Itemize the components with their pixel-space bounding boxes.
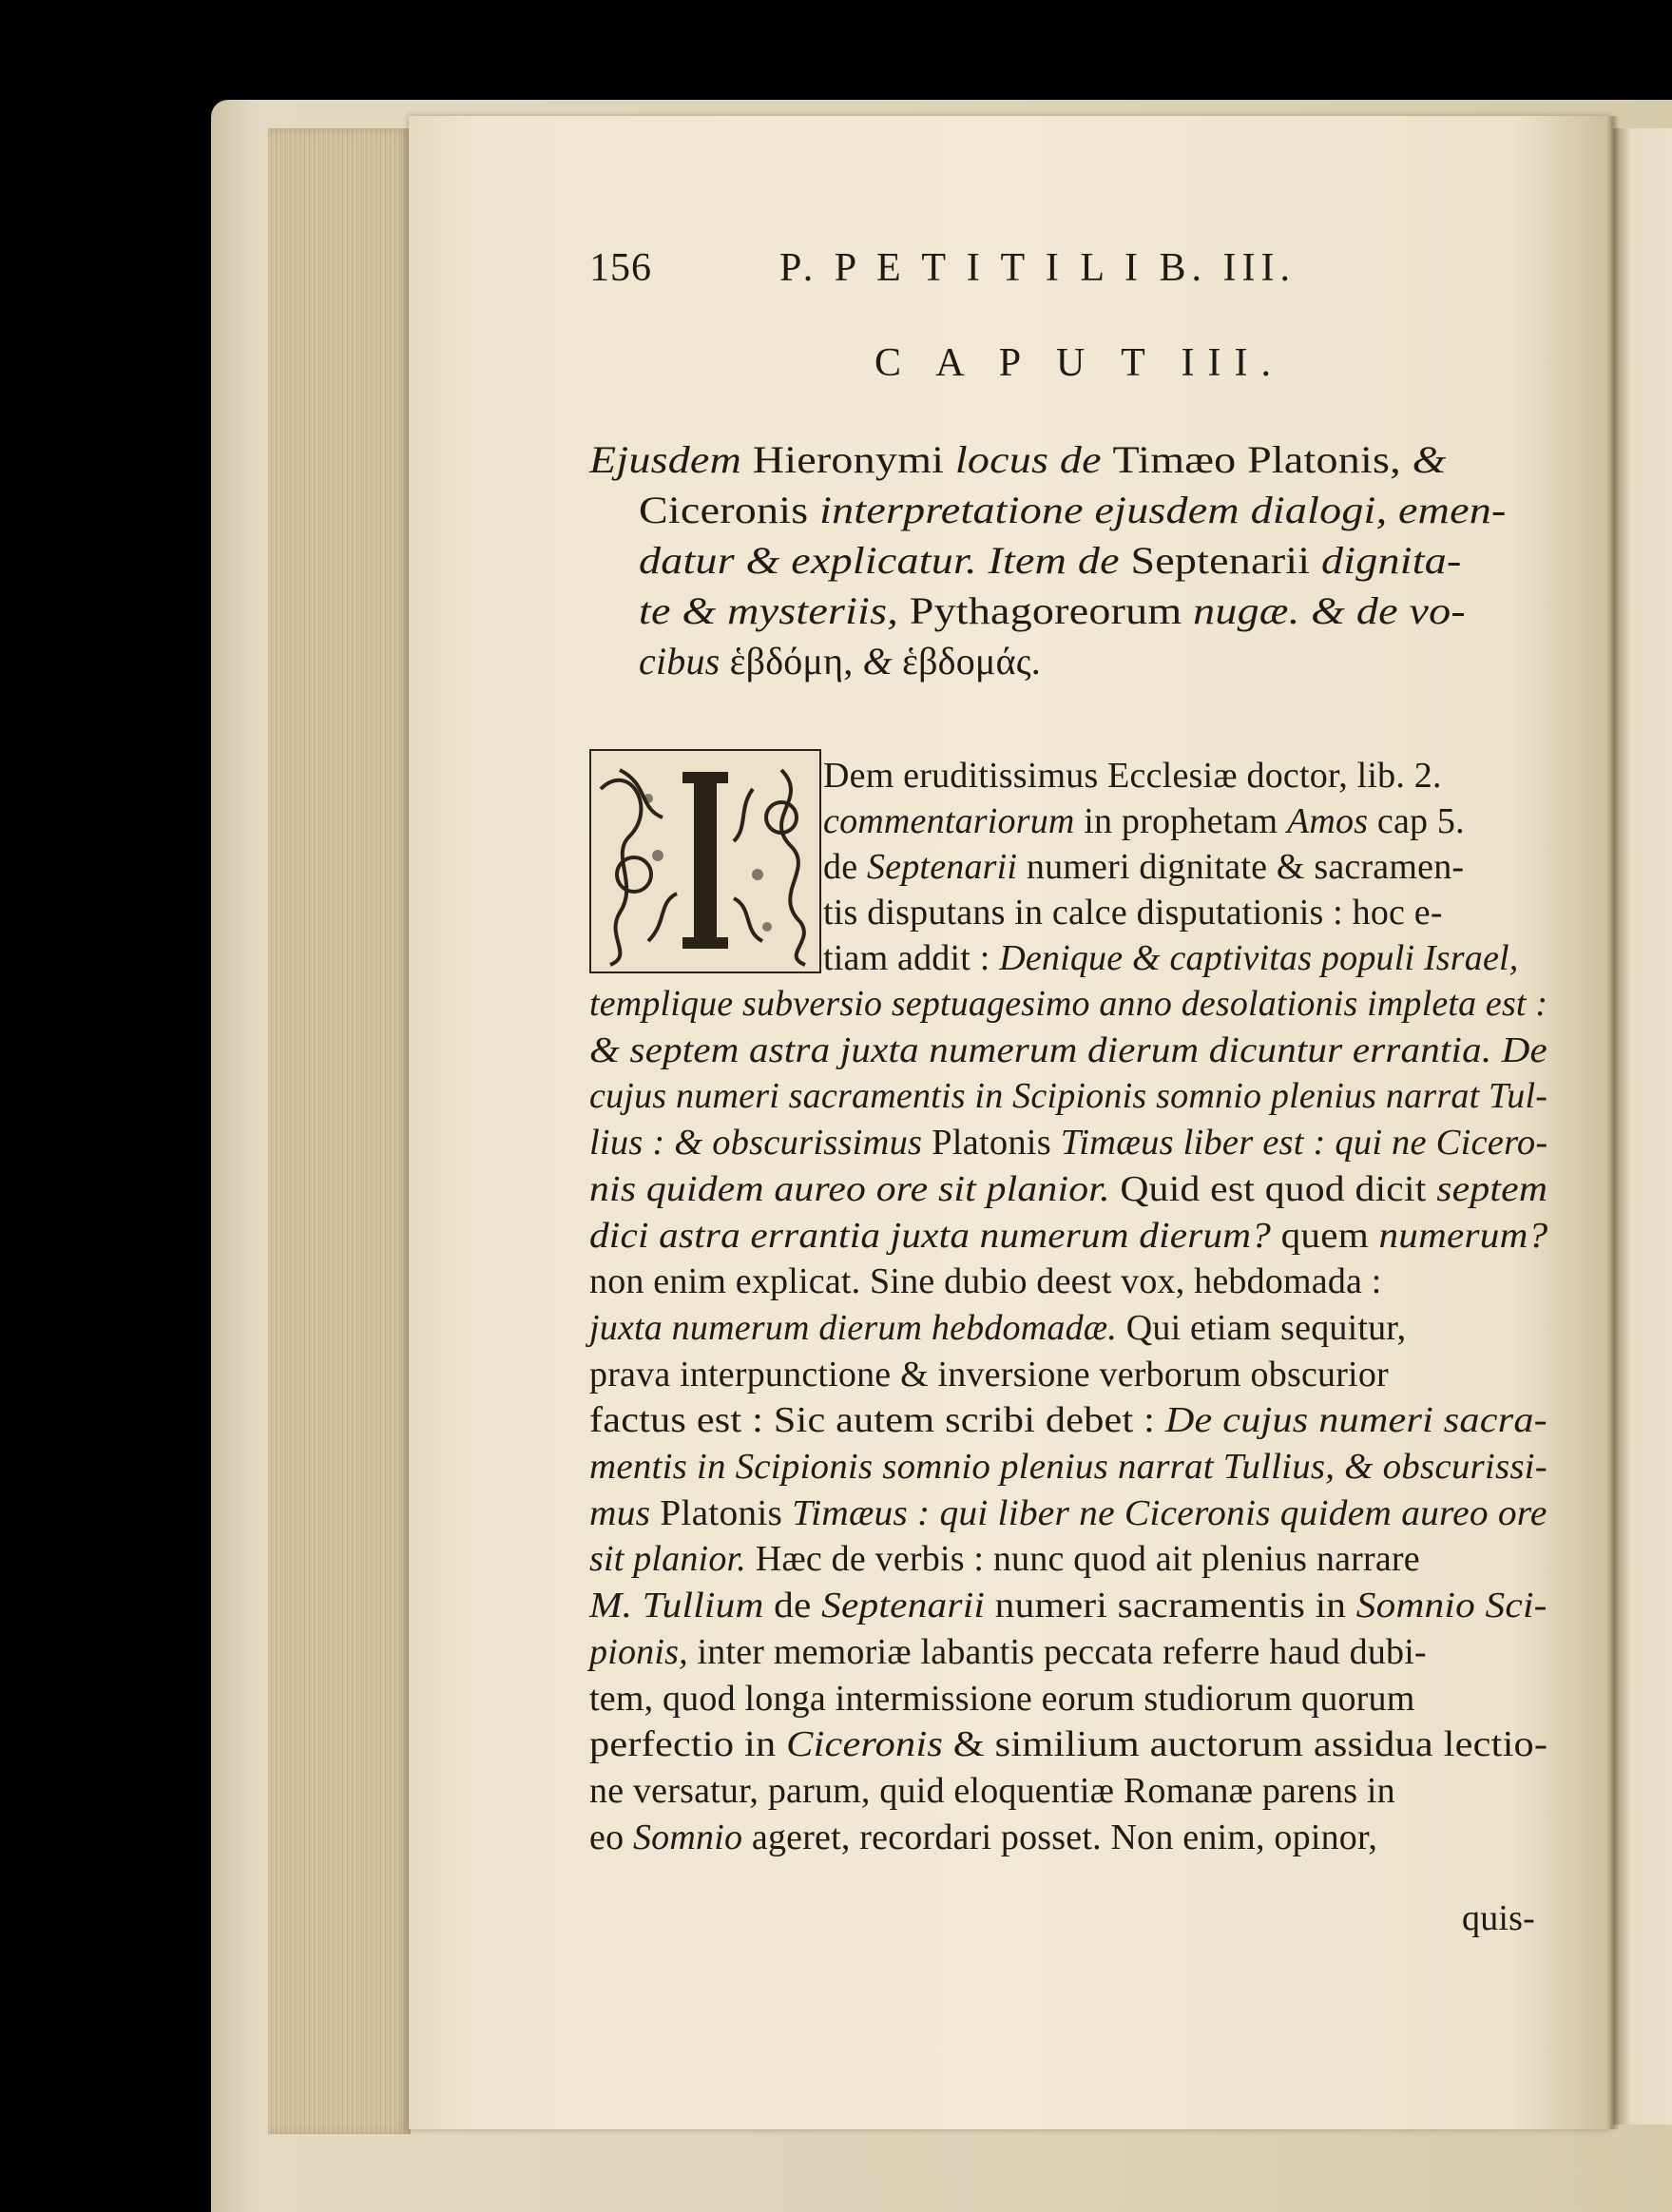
text-line — [823, 753, 1442, 798]
text-segment: Amos — [1286, 801, 1377, 841]
text-segment: in prophetam — [1084, 801, 1287, 841]
text-line — [589, 1722, 1547, 1767]
text-line — [589, 1444, 1547, 1490]
text-line — [589, 1397, 1547, 1443]
text-segment: Septenarii — [866, 847, 1027, 887]
text-segment: De cujus numeri sacra- — [1164, 1400, 1547, 1441]
text-line — [823, 890, 1443, 935]
text-line — [589, 1073, 1547, 1119]
text-segment: templique subversio septuagesimo anno desolationis impleta est : — [589, 984, 1548, 1024]
text-line — [589, 1676, 1414, 1722]
summary-line — [639, 488, 1507, 533]
text-segment: Ejusdem — [589, 438, 753, 481]
gutter-shadow — [1606, 116, 1620, 2129]
text-segment: & similium auctorum assidua lectio- — [952, 1724, 1548, 1765]
text-segment: Ciceronis — [639, 489, 820, 531]
text-segment: de — [774, 1586, 822, 1626]
text-segment: inter memoriæ labantis peccata referre haud dubi- — [697, 1631, 1427, 1672]
text-segment: lius : & obscurissimus — [589, 1123, 932, 1164]
text-line — [589, 1213, 1547, 1259]
text-segment: & — [862, 640, 903, 683]
summary-line — [639, 538, 1462, 584]
text-segment: M. Tullium — [589, 1586, 775, 1626]
text-segment: tem, quod longa intermissione eorum studiorum quorum — [589, 1678, 1415, 1719]
text-segment: nugæ. & de vo- — [1193, 589, 1466, 632]
text-segment: dici astra errantia juxta numerum dierum? — [589, 1215, 1281, 1256]
text-line — [589, 1259, 1382, 1304]
text-segment: cibus — [639, 640, 730, 683]
text-segment: eo — [589, 1817, 633, 1857]
text-segment: Hieronymi — [752, 438, 955, 481]
text-segment: Timæus : qui liber ne Ciceronis quidem aureo ore — [792, 1492, 1547, 1533]
text-segment: nis quidem aureo ore sit planior. — [589, 1168, 1121, 1209]
text-segment: cap 5. — [1376, 801, 1465, 841]
text-line — [589, 1166, 1547, 1212]
text-segment: tis disputans in calce disputationis : hoc e- — [823, 893, 1443, 933]
text-line — [589, 1352, 1389, 1397]
text-segment: mentis in Scipionis somnio plenius narrat Tullius, & obscurissi- — [589, 1447, 1547, 1487]
summary-line — [639, 639, 1041, 684]
text-segment: Ciceronis — [786, 1724, 953, 1765]
text-line — [589, 1305, 1406, 1351]
text-segment: Dem eruditissimus Ecclesiæ doctor, lib. 2. — [823, 756, 1442, 796]
text-segment: septem — [1436, 1168, 1548, 1209]
text-segment: Somnio — [632, 1817, 752, 1857]
text-segment: Qui etiam sequitur, — [1125, 1307, 1407, 1348]
text-segment: commentariorum — [823, 801, 1085, 841]
text-segment: ἑβδόμη, — [729, 640, 863, 683]
text-line — [589, 1583, 1547, 1628]
text-segment: numeri sacramentis in — [994, 1586, 1356, 1626]
facing-page-edge — [1613, 128, 1672, 2125]
text-segment: Quid est quod dicit — [1120, 1168, 1437, 1209]
text-line — [589, 1120, 1547, 1165]
text-segment: cujus numeri sacramentis in Scipionis somnio plenius narrat Tul- — [589, 1076, 1548, 1117]
text-segment: quem — [1280, 1215, 1379, 1256]
page-edges — [268, 128, 411, 2134]
text-segment: de — [823, 847, 867, 887]
text-segment: te & mysteriis, — [639, 589, 910, 632]
text-segment: tiam addit : — [823, 938, 1000, 978]
text-segment: numeri dignitate & sacramen- — [1026, 847, 1465, 887]
text-line — [589, 1629, 1427, 1675]
text-segment: perfectio in — [589, 1724, 787, 1765]
text-line — [589, 1491, 1547, 1536]
text-line — [589, 981, 1547, 1027]
text-segment: Platonis — [932, 1123, 1061, 1164]
text-segment: & septem astra juxta numerum dierum dicuntur errantia. De — [589, 1029, 1547, 1070]
text-line — [823, 844, 1464, 890]
text-segment: factus est : Sic autem scribi debet : — [589, 1400, 1165, 1441]
ornamental-initial-icon — [589, 749, 821, 973]
page-number: 156 — [589, 246, 652, 290]
text-segment: Hæc de verbis : nunc quod ait plenius narrare — [755, 1539, 1420, 1580]
text-segment: Timæo Platonis, — [1112, 438, 1413, 481]
text-segment: Septenarii — [1130, 539, 1321, 582]
text-segment: Platonis — [660, 1492, 793, 1533]
text-segment: mus — [589, 1492, 661, 1533]
text-segment: interpretatione ejusdem dialogi, emen- — [819, 489, 1507, 531]
text-segment: & — [1412, 438, 1447, 481]
running-title: P. P E T I T I L I B. III. — [779, 246, 1296, 290]
text-line — [823, 798, 1465, 844]
text-segment: dignita- — [1320, 539, 1462, 582]
summary-line — [639, 588, 1466, 634]
text-line — [589, 1768, 1395, 1814]
text-segment: ageret, recordari posset. Non enim, opinor, — [751, 1817, 1378, 1857]
text-segment: locus de — [954, 438, 1113, 481]
text-line — [589, 1028, 1547, 1073]
text-segment: Somnio Sci- — [1355, 1586, 1547, 1626]
text-line — [589, 1536, 1420, 1582]
text-line — [823, 935, 1519, 981]
catchword: quis- — [1462, 1898, 1535, 1938]
text-segment: ἑβδομάς. — [902, 640, 1041, 683]
text-segment: prava interpunctione & inversione verborum obscurior — [589, 1354, 1389, 1395]
text-segment: ne versatur, parum, quid eloquentiæ Romanæ parens in — [589, 1770, 1395, 1811]
text-segment: Septenarii — [821, 1586, 995, 1626]
text-segment: Pythagoreorum — [909, 589, 1194, 632]
text-segment: non enim explicat. Sine dubio deest vox, hebdomada : — [589, 1261, 1382, 1302]
text-segment: juxta numerum dierum hebdomadæ. — [589, 1307, 1126, 1348]
text-segment: datur & explicatur. Item de — [639, 539, 1131, 582]
text-segment: sit planior. — [589, 1539, 756, 1580]
text-line — [589, 1815, 1377, 1860]
text-segment: Timæus liber est : qui ne Cicero- — [1060, 1123, 1548, 1164]
text-segment: numerum? — [1378, 1215, 1548, 1256]
text-segment: Denique & captivitas populi Israel, — [999, 938, 1519, 978]
text-segment: pionis, — [589, 1631, 698, 1672]
summary-line — [589, 437, 1447, 483]
chapter-title: C A P U T III. — [874, 341, 1284, 385]
